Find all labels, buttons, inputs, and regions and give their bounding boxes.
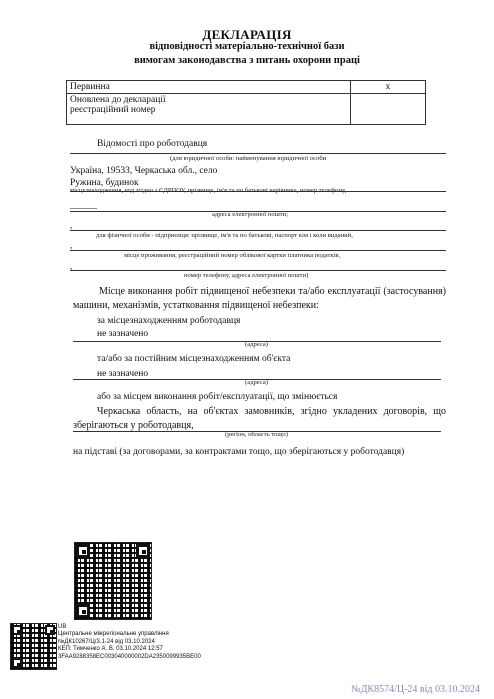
registration-number: №ДК8574/Ц-24 від 03.10.2024 xyxy=(351,684,480,695)
stamp-line: Центральне міжрегіональне управління xyxy=(58,631,169,638)
employer-address-line1: Україна, 19533, Черкаська обл., село xyxy=(70,166,218,176)
divider xyxy=(70,270,446,271)
qr-finder xyxy=(76,544,90,558)
document-subtitle-1: відповідності матеріально-технічної бази xyxy=(149,41,345,52)
updated-mark xyxy=(350,94,425,125)
divider xyxy=(70,153,446,154)
not-specified-2: не зазначено xyxy=(97,369,149,379)
qr-code-stamp xyxy=(10,623,57,670)
qr-finder xyxy=(12,625,22,635)
updated-label xyxy=(67,94,351,125)
caption-legal-entity: (для юридичної особи: найменування юридичної особи xyxy=(170,155,327,162)
stamp-line: 3FAA9288358EC003040000002DA2350099935BE00 xyxy=(58,653,201,660)
not-specified-1: не зазначено xyxy=(97,329,149,339)
divider xyxy=(70,230,446,231)
caption-location: місцезнаходження, код згідно з ЄДРПОУ, прізвище, ім'я та по батькові керівника, номер телефону, xyxy=(70,187,347,194)
qr-finder xyxy=(76,604,90,618)
table-row xyxy=(67,81,426,94)
signature-stamp xyxy=(58,624,228,661)
caption-address-2: (адреса) xyxy=(245,379,268,386)
works-place-paragraph: Місце виконання робіт підвищеної небезпеки та/або експлуатації (застосування) машини, механізмів, устатковання підвищеної небезпеки: xyxy=(73,286,446,311)
stamp-line: №ДК10267/Ц/3.1-24 від 03.10.2024 xyxy=(58,638,155,645)
caption-residence: місце проживання, реєстраційний номер облікової картки платника податків, xyxy=(124,252,341,259)
region-paragraph: Черкаська область, на об'єктах замовників, згідно укладених договорів, що зберігаються у роботодавця, xyxy=(73,406,446,431)
caption-region: (регіон, область тощо) xyxy=(225,431,288,438)
divider xyxy=(70,250,446,251)
changing-place-label: або за місцем виконання робіт/експлуатації, що змінюється xyxy=(97,392,338,402)
updated-label-line1: Оновлена до декларації xyxy=(70,95,166,105)
updated-label-line2: реєстраційний номер xyxy=(70,105,156,115)
initial-mark: x xyxy=(350,81,425,94)
caption-individual: для фізичної особи - підприємця: прізвище, ім'я та по батькові, паспорт кім і коли виданий, xyxy=(96,232,353,239)
caption-phone: номер телефону, адреса електронної пошти) xyxy=(184,272,309,279)
stamp-line: UB xyxy=(58,624,67,630)
employer-heading: Відомості про роботодавця xyxy=(97,139,208,149)
comma-mark: , xyxy=(70,220,73,230)
stamp-line: КЕП: Тимченко А. В. 03.10.2024 12:57 xyxy=(58,646,163,653)
caption-email: адреса електронної пошти; xyxy=(212,211,289,218)
declaration-type-table xyxy=(66,80,426,125)
basis-text: на підставі (за договорами, за контрактами тощо, що зберігаються у роботодавця) xyxy=(73,447,405,457)
qr-finder xyxy=(136,544,150,558)
document-title: ДЕКЛАРАЦІЯ xyxy=(202,27,292,42)
employer-address-line2: Ружина, будинок xyxy=(70,178,139,188)
qr-finder xyxy=(12,658,22,668)
qr-code-large xyxy=(74,542,152,620)
comma-mark: , xyxy=(70,261,73,271)
document-subtitle-2: вимогам законодавства з питань охорони праці xyxy=(134,55,360,66)
initial-label: Первинна xyxy=(67,81,351,94)
employer-location-label: за місцезнаходженням роботодавця xyxy=(97,316,241,326)
dash-mark: ______ xyxy=(70,200,97,210)
caption-address-1: (адреса) xyxy=(245,341,268,348)
comma-mark: , xyxy=(70,240,73,250)
qr-finder xyxy=(45,625,55,635)
object-location-label: та/або за постійним місцезнаходженням об'єкта xyxy=(97,354,291,364)
table-row xyxy=(67,94,426,125)
